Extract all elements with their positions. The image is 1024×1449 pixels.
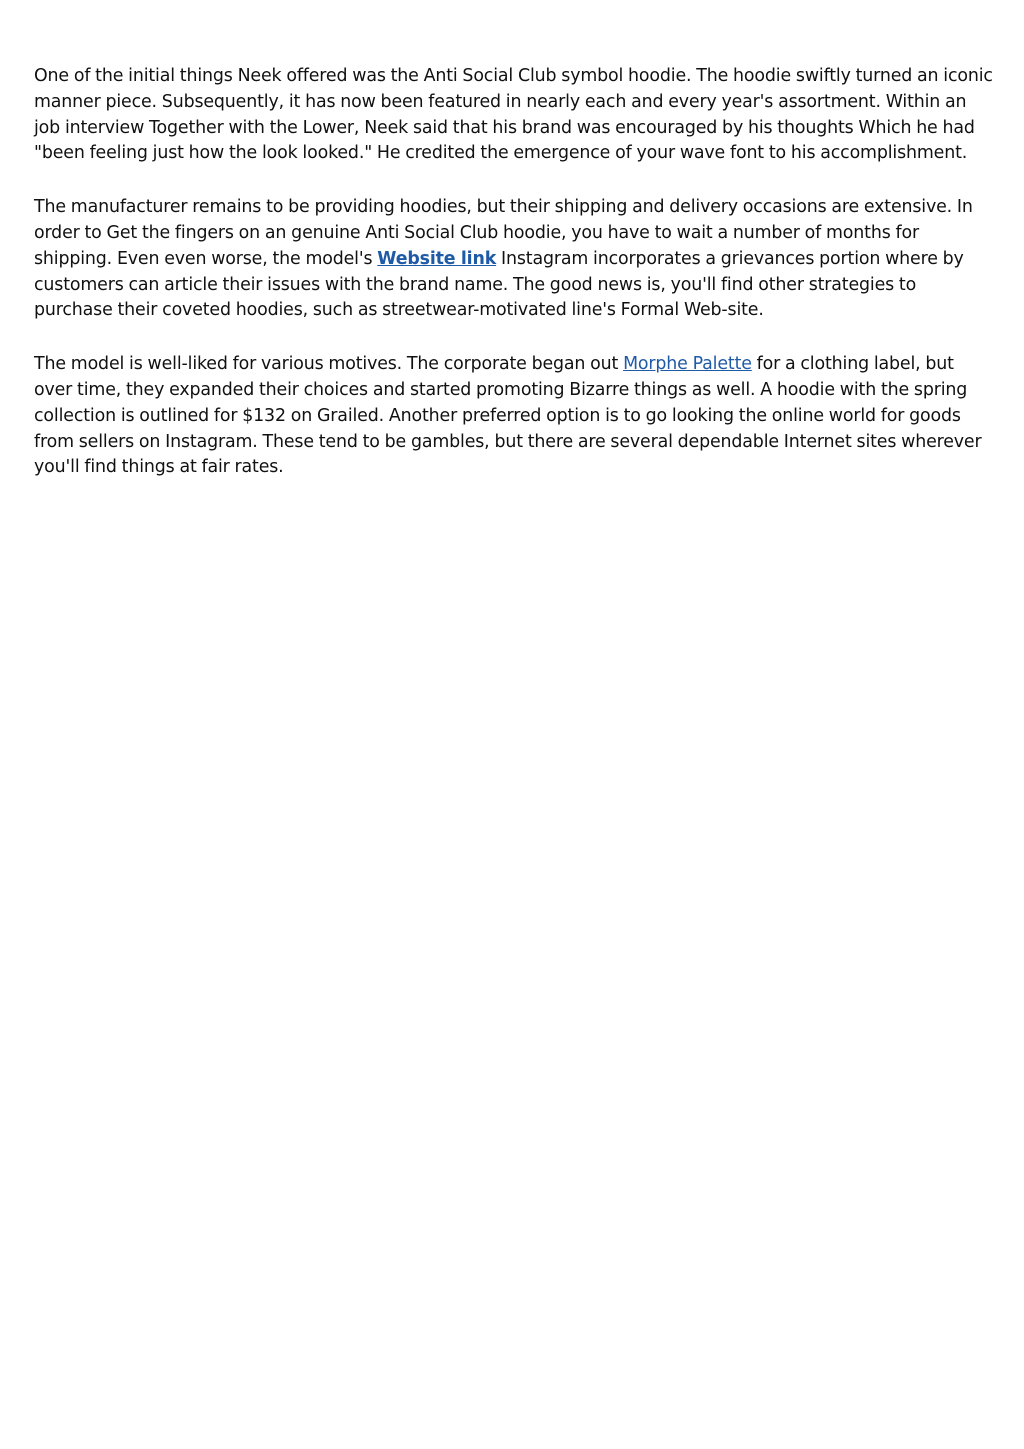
paragraph-2-text-before: The manufacturer remains to be providing hoodies, but their shipping and delivery occasions are extensive. In order to Get the fingers on an genuine Anti Social Club hoodie, you have to wait a number of months for shipping. Even even worse, the model's — [34, 197, 973, 269]
paragraph-1 — [34, 64, 994, 167]
website-link[interactable]: Website link — [377, 248, 497, 269]
paragraph-2 — [34, 195, 994, 324]
paragraph-2-text-after: Instagram incorporates a grievances portion where by customers can article their issues with the brand name. The good news is, you'll find other strategies to purchase their coveted hoodies, such as streetwear-motivated line's Formal Web-site. — [34, 248, 964, 321]
paragraph-3-text-before: The model is well-liked for various motives. The corporate began out — [34, 354, 624, 375]
paragraph-3-text-after: for a clothing label, but over time, they expanded their choices and started promoting Bizarre things as well. A hoodie with the spring collection is outlined for $132 on Grailed. Another preferred option is to go looking the online world for goods from sellers on Instagram. These tend to be gambles, but there are several dependable Internet sites wherever you'll find things at fair rates. — [34, 354, 982, 478]
document-page — [34, 64, 994, 509]
morphe-palette-link[interactable]: Morphe Palette — [623, 354, 752, 375]
paragraph-3 — [34, 352, 994, 481]
paragraph-1-text: One of the initial things Neek offered was the Anti Social Club symbol hoodie. The hoodie swiftly turned an iconic manner piece. Subsequently, it has now been featured in nearly each and every year's assortment. Within an job interview Together with the Lower, Neek said that his brand was encouraged by his thoughts Which he had "been feeling just how the look looked." He credited the emergence of your wave font to his accomplishment. — [34, 66, 993, 164]
